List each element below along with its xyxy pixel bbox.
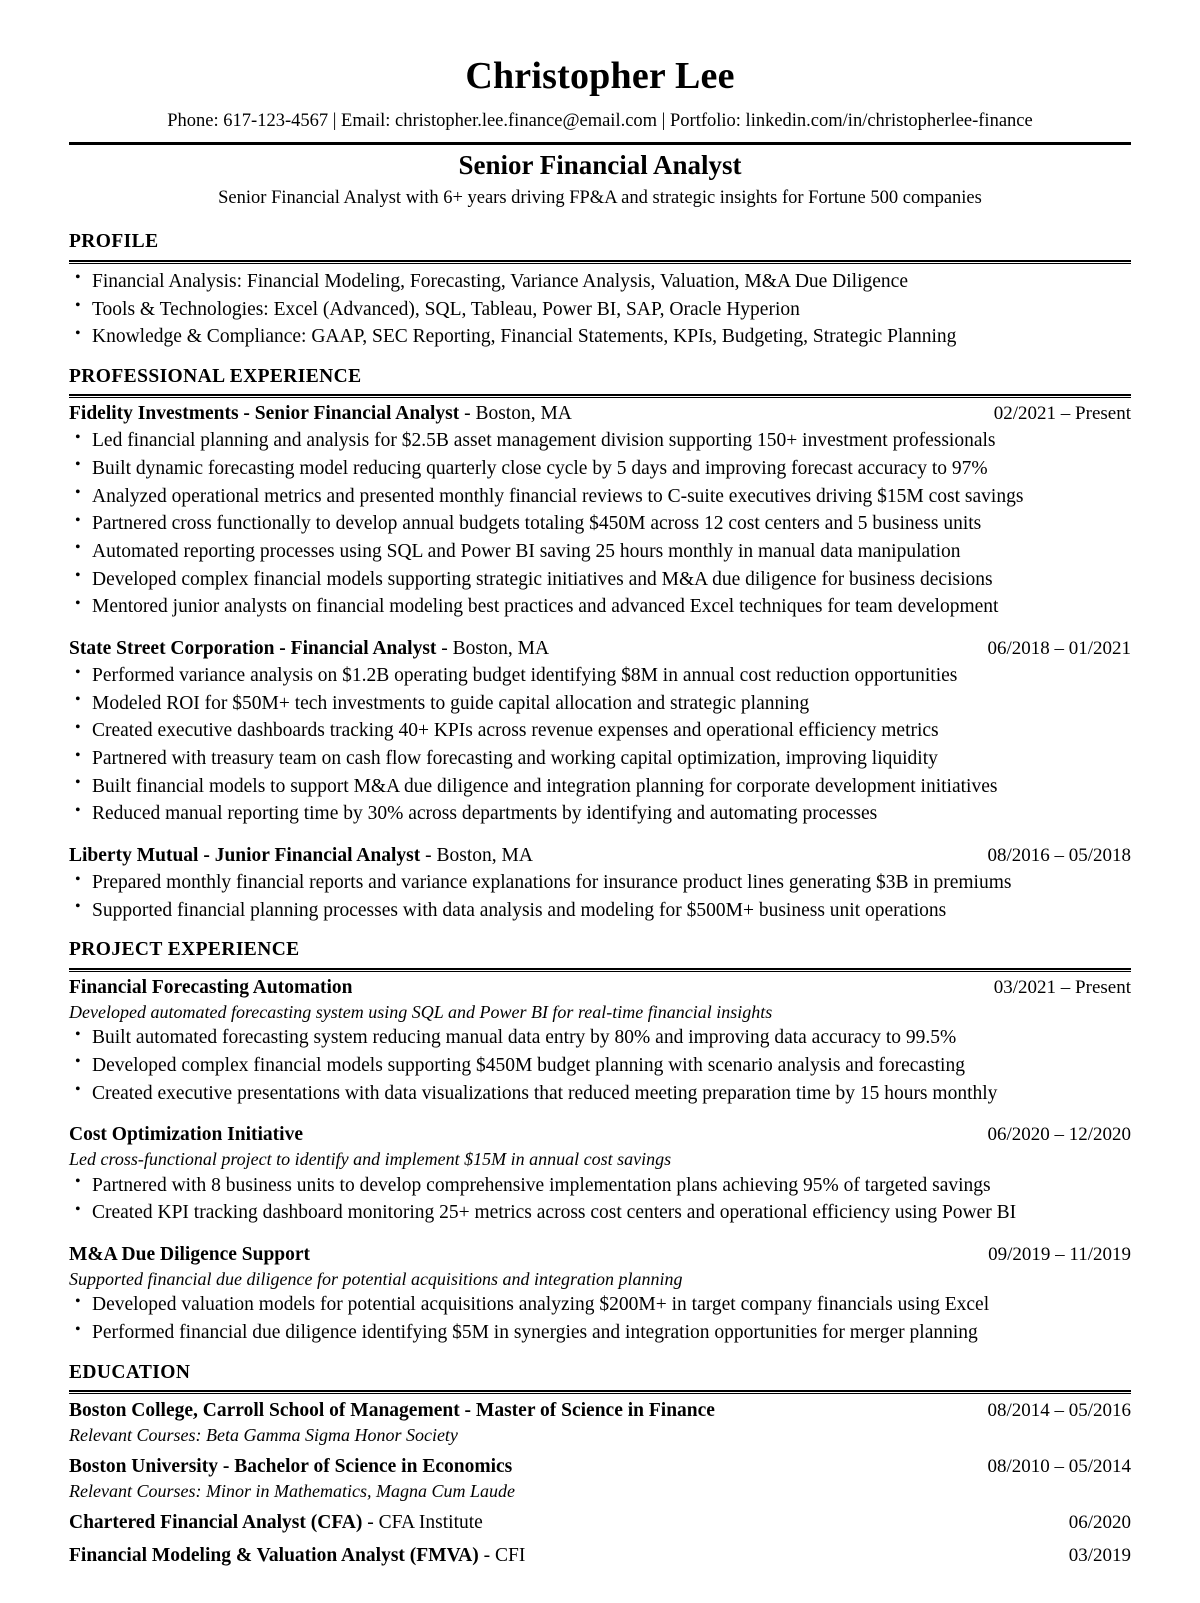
- bullet-item: • Created executive dashboards tracking 40+ KPIs across revenue expenses and operational efficiency metrics: [69, 717, 1131, 745]
- project-entry: [69, 1243, 1131, 1347]
- section-title-projects: PROJECT EXPERIENCE: [69, 939, 300, 961]
- entry-header: [69, 1243, 1131, 1268]
- section-title-experience: PROFESSIONAL EXPERIENCE: [69, 365, 362, 387]
- entry-header: [69, 402, 1131, 427]
- employer-and-role: [69, 844, 533, 869]
- bullet-item: • Partnered cross functionally to develop annual budgets totaling $450M across 12 cost centers and 5 business units: [69, 510, 1131, 538]
- employer-role-bold: State Street Corporation - Financial Analyst: [69, 638, 437, 660]
- candidate-name: Christopher Lee: [465, 55, 735, 97]
- entry-date-range: 02/2021 – Present: [993, 403, 1131, 425]
- entry-header: [69, 844, 1131, 869]
- bullet-item: • Built automated forecasting system reducing manual data entry by 80% and improving data accuracy to 99.5%: [69, 1024, 1131, 1052]
- institution-and-degree: [69, 1510, 483, 1535]
- job-headline: Senior Financial Analyst: [458, 149, 742, 180]
- entry-header: [69, 976, 1131, 1001]
- education-entry: [69, 1543, 1131, 1569]
- issuer-name: - CFI: [478, 1544, 526, 1566]
- institution-and-degree: [69, 1543, 525, 1568]
- experience-entry: [69, 637, 1131, 828]
- section-professional-experience: [69, 365, 1131, 925]
- bullet-list: [69, 1291, 1131, 1346]
- profile-bullet-item: • Tools & Technologies: Excel (Advanced), SQL, Tableau, Power BI, SAP, Oracle Hyperion: [69, 296, 1131, 324]
- education-entry: [69, 1510, 1131, 1536]
- entry-header: [69, 637, 1131, 662]
- section-title-profile: PROFILE: [69, 231, 159, 253]
- bullet-item: • Performed financial due diligence identifying $5M in synergies and integration opportunities for merger planning: [69, 1319, 1131, 1347]
- section-divider: [69, 394, 1131, 398]
- experience-entry: [69, 844, 1131, 924]
- section-divider: [69, 1390, 1131, 1394]
- professional-summary: Senior Financial Analyst with 6+ years driving FP&A and strategic insights for Fortune 500 companies: [218, 188, 982, 209]
- experience-entry: [69, 402, 1131, 621]
- institution-degree-bold: Financial Modeling & Valuation Analyst (FMVA): [69, 1544, 479, 1566]
- education-entry: [69, 1398, 1131, 1447]
- bullet-list: [69, 427, 1131, 621]
- bullet-item: • Automated reporting processes using SQL and Power BI saving 25 hours monthly in manual data manipulation: [69, 538, 1131, 566]
- employer-and-role: [69, 402, 572, 427]
- bullet-item: • Partnered with 8 business units to develop comprehensive implementation plans achieving 95% of targeted savings: [69, 1172, 1131, 1200]
- project-subtitle: Supported financial due diligence for potential acquisitions and integration planning: [69, 1268, 683, 1289]
- project-entry-list: [69, 976, 1131, 1347]
- section-project-experience: [69, 938, 1131, 1346]
- section-profile: [69, 230, 1131, 350]
- entry-location: - Boston, MA: [420, 845, 533, 867]
- education-header: [69, 1510, 1131, 1536]
- bullet-item: • Analyzed operational metrics and presented monthly financial reviews to C-suite executives driving $15M cost savings: [69, 483, 1131, 511]
- project-entry: [69, 976, 1131, 1107]
- header-divider: [69, 142, 1131, 145]
- entry-date-range: 06/2018 – 01/2021: [987, 638, 1131, 660]
- entry-location: - Boston, MA: [459, 403, 572, 425]
- bullet-item: • Mentored junior analysts on financial modeling best practices and advanced Excel techniques for team development: [69, 593, 1131, 621]
- bullet-item: • Prepared monthly financial reports and variance explanations for insurance product lines generating $3B in premiums: [69, 869, 1131, 897]
- education-header: [69, 1398, 1131, 1424]
- bullet-item: • Created KPI tracking dashboard monitoring 25+ metrics across cost centers and operational efficiency using Power BI: [69, 1199, 1131, 1227]
- institution-and-degree: [69, 1454, 512, 1479]
- employer-role-bold: Fidelity Investments - Senior Financial Analyst: [69, 403, 460, 425]
- entry-date-range: 06/2020 – 12/2020: [987, 1124, 1131, 1146]
- bullet-item: • Partnered with treasury team on cash flow forecasting and working capital optimization, improving liquidity: [69, 745, 1131, 773]
- project-name: Cost Optimization Initiative: [69, 1124, 303, 1146]
- relevant-courses: Relevant Courses: Beta Gamma Sigma Honor Society: [69, 1424, 458, 1445]
- bullet-item: • Led financial planning and analysis for $2.5B asset management division supporting 150+ investment professionals: [69, 427, 1131, 455]
- bullet-list: [69, 1172, 1131, 1227]
- profile-bullet-item: • Financial Analysis: Financial Modeling, Forecasting, Variance Analysis, Valuation, M&A Due Diligence: [69, 268, 1131, 296]
- institution-degree-bold: Boston College, Carroll School of Management - Master of Science in Finance: [69, 1400, 715, 1422]
- project-name: Financial Forecasting Automation: [69, 976, 353, 998]
- bullet-item: • Built dynamic forecasting model reducing quarterly close cycle by 5 days and improving forecast accuracy to 97%: [69, 455, 1131, 483]
- relevant-courses: Relevant Courses: Minor in Mathematics, Magna Cum Laude: [69, 1480, 515, 1501]
- bullet-item: • Developed valuation models for potential acquisitions analyzing $200M+ in target company financials using Excel: [69, 1291, 1131, 1319]
- bullet-item: • Modeled ROI for $50M+ tech investments to guide capital allocation and strategic planning: [69, 690, 1131, 718]
- profile-bullet-list: [69, 268, 1131, 351]
- bullet-list: [69, 662, 1131, 828]
- entry-date-range: 08/2016 – 05/2018: [987, 845, 1131, 867]
- entry-header: [69, 1123, 1131, 1148]
- bullet-item: • Developed complex financial models supporting strategic initiatives and M&A due diligence for business decisions: [69, 566, 1131, 594]
- entry-location: - Boston, MA: [436, 638, 550, 660]
- bullet-item: • Built financial models to support M&A due diligence and integration planning for corporate development initiatives: [69, 773, 1131, 801]
- education-date: 08/2010 – 05/2014: [987, 1456, 1131, 1478]
- employer-role-bold: Liberty Mutual - Junior Financial Analyst: [69, 845, 421, 867]
- section-education: [69, 1361, 1131, 1569]
- institution-degree-bold: Chartered Financial Analyst (CFA): [69, 1512, 363, 1534]
- section-divider: [69, 260, 1131, 264]
- contact-info: Phone: 617-123-4567 | Email: christopher.lee.finance@email.com | Portfolio: linkedin.com/in/christopherlee-finance: [167, 110, 1033, 131]
- institution-degree-bold: Boston University - Bachelor of Science in Economics: [69, 1456, 513, 1478]
- project-name: M&A Due Diligence Support: [69, 1243, 311, 1265]
- institution-and-degree: [69, 1398, 715, 1423]
- education-date: 08/2014 – 05/2016: [987, 1400, 1131, 1422]
- education-header: [69, 1543, 1131, 1569]
- bullet-list: [69, 869, 1131, 924]
- entry-date-range: 09/2019 – 11/2019: [988, 1243, 1131, 1265]
- bullet-item: • Supported financial planning processes with data analysis and modeling for $500M+ business unit operations: [69, 897, 1131, 925]
- bullet-item: • Performed variance analysis on $1.2B operating budget identifying $8M in annual cost reduction opportunities: [69, 662, 1131, 690]
- bullet-list: [69, 1024, 1131, 1107]
- education-entry-list: [69, 1398, 1131, 1569]
- bullet-item: • Developed complex financial models supporting $450M budget planning with scenario analysis and forecasting: [69, 1052, 1131, 1080]
- issuer-name: - CFA Institute: [362, 1512, 483, 1534]
- education-header: [69, 1454, 1131, 1480]
- resume-header: [69, 56, 1131, 210]
- experience-entry-list: [69, 402, 1131, 924]
- profile-bullet-item: • Knowledge & Compliance: GAAP, SEC Reporting, Financial Statements, KPIs, Budgeting, Strategic Planning: [69, 323, 1131, 351]
- education-date: 03/2019: [1068, 1544, 1131, 1566]
- education-entry: [69, 1454, 1131, 1503]
- project-subtitle: Led cross-functional project to identify and implement $15M in annual cost savings: [69, 1149, 672, 1170]
- entry-date-range: 03/2021 – Present: [993, 976, 1131, 998]
- bullet-item: • Reduced manual reporting time by 30% across departments by identifying and automating processes: [69, 800, 1131, 828]
- section-divider: [69, 968, 1131, 972]
- employer-and-role: [69, 637, 549, 662]
- bullet-item: • Created executive presentations with data visualizations that reduced meeting preparation time by 15 hours monthly: [69, 1080, 1131, 1108]
- project-entry: [69, 1123, 1131, 1227]
- education-date: 06/2020: [1068, 1512, 1131, 1534]
- section-title-education: EDUCATION: [69, 1361, 191, 1383]
- project-subtitle: Developed automated forecasting system using SQL and Power BI for real-time financial insights: [69, 1001, 773, 1022]
